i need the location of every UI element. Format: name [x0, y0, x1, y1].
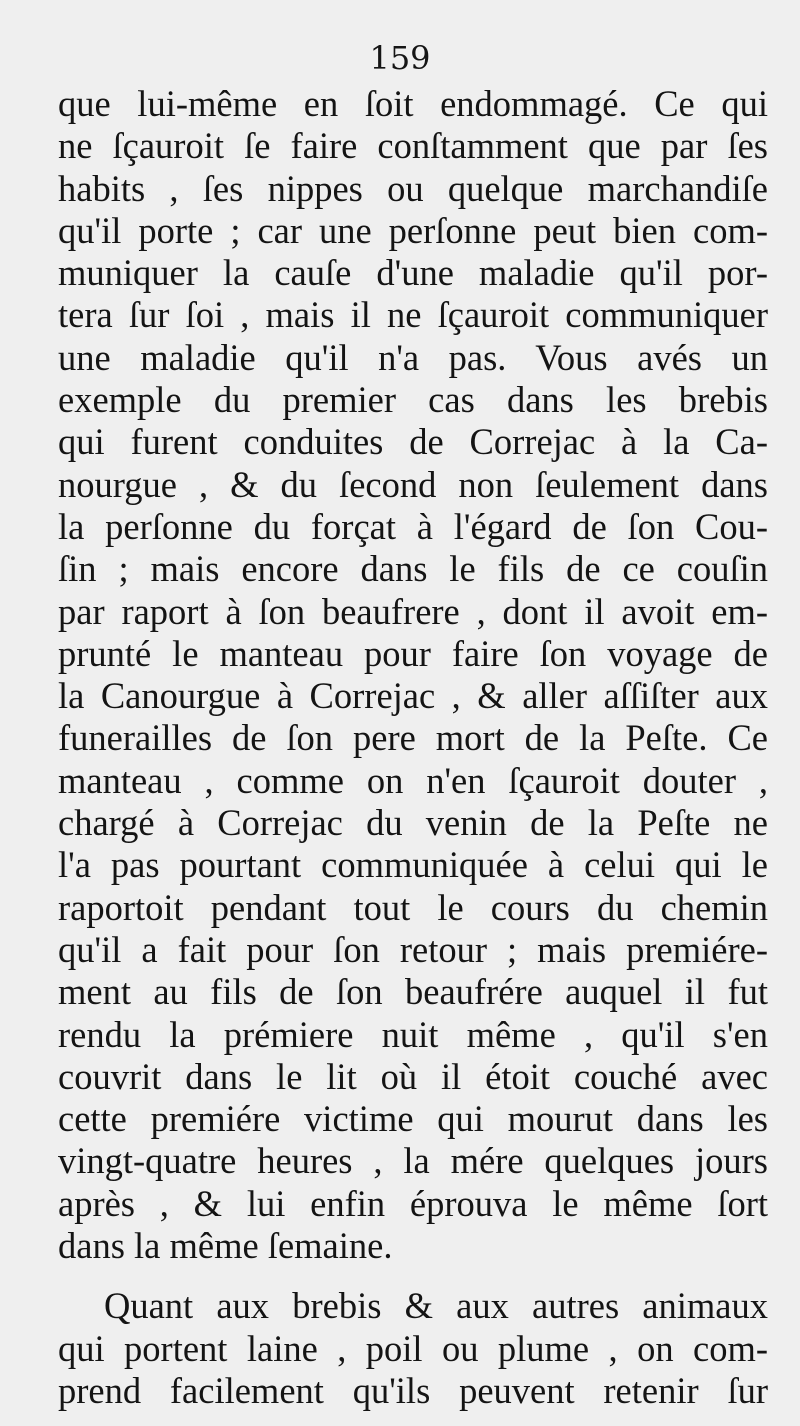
paragraph-1 [48, 83, 768, 1267]
text-line: par raport à ſon beaufrere , dont il avoit em- [58, 590, 768, 632]
text-line: l'a pas pourtant communiquée à celui qui le [58, 844, 768, 886]
text-line: la perſonne du forçat à l'égard de ſon Cou- [58, 505, 768, 547]
text-line: exemple du premier cas dans les brebis [58, 379, 768, 421]
text-line: dans la même ſemaine. [58, 1225, 393, 1267]
text-line: qui furent conduites de Correjac à la Ca- [58, 421, 768, 463]
text-line: la Canourgue à Correjac , & aller aſſiſter aux [58, 675, 768, 717]
text-line: une maladie qu'il n'a pas. Vous avés un [58, 336, 768, 378]
text-line: habits , ſes nippes ou quelque marchandiſe [58, 167, 768, 209]
paragraph-gap [48, 1267, 768, 1285]
text-line: que lui-même en ſoit endommagé. Ce qui [58, 83, 768, 124]
text-line: couvrit dans le lit où il étoit couché avec [58, 1055, 768, 1097]
text-line: qui portent laine , poil ou plume , on com- [58, 1327, 768, 1369]
text-line: rendu la prémiere nuit même , qu'il s'en [58, 1013, 768, 1055]
text-line: ſin ; mais encore dans le fils de ce couſin [58, 548, 768, 590]
text-line: ment au fils de ſon beaufrére auquel il fut [58, 971, 768, 1013]
text-line: prunté le manteau pour faire ſon voyage de [58, 632, 768, 674]
text-line: raportoit pendant tout le cours du chemin [58, 886, 768, 928]
text-line: prend facilement qu'ils peuvent retenir ſur [58, 1369, 768, 1411]
page-number: 159 [369, 39, 431, 77]
text-line: muniquer la cauſe d'une maladie qu'il por- [58, 252, 768, 294]
text-line: nourgue , & du ſecond non ſeulement dans [58, 463, 768, 505]
text-line: cette premiére victime qui mourut dans les [58, 1098, 768, 1140]
text-line: tera ſur ſoi , mais il ne ſçauroit communiquer [58, 294, 768, 336]
paragraph-2 [48, 1285, 768, 1412]
text-line: après , & lui enfin éprouva le même ſort [58, 1182, 768, 1224]
text-line: manteau , comme on n'en ſçauroit douter , [58, 759, 768, 801]
text-line: vingt-quatre heures , la mére quelques jours [58, 1140, 768, 1182]
text-line: ne ſçauroit ſe faire conſtamment que par ſes [58, 125, 768, 167]
text-line: funerailles de ſon pere mort de la Peſte. Ce [58, 717, 768, 759]
text-line: Quant aux brebis & aux autres animaux [104, 1285, 768, 1327]
text-line: chargé à Correjac du venin de la Peſte ne [58, 802, 768, 844]
page-text [48, 83, 768, 1412]
text-line: qu'il a fait pour ſon retour ; mais premiére- [58, 928, 768, 970]
text-line: qu'il porte ; car une perſonne peut bien com- [58, 209, 768, 251]
